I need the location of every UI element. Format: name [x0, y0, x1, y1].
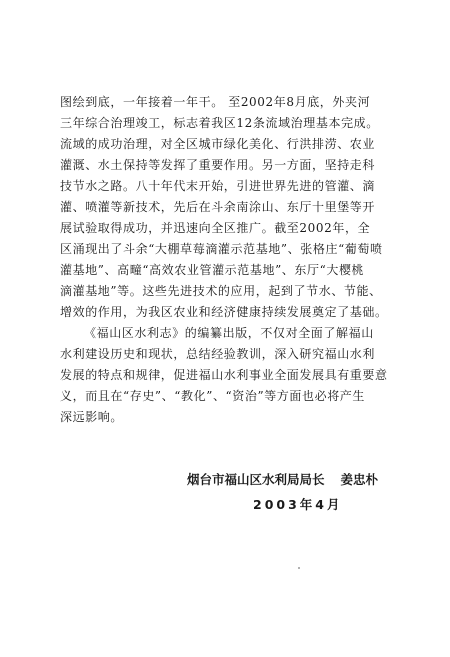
text-line: 展试验取得成功，并迅速向全区推广。截至2002年，全: [60, 221, 371, 235]
preface-body: [60, 92, 410, 428]
text-line: 三年综合治理竣工，标志着我区12条流域治理基本完成。: [60, 116, 379, 130]
text-line: 灌溉、水土保持等发挥了重要作用。另一方面，坚持走科: [60, 158, 376, 172]
text-line: 灌、喷灌等新技术，先后在斗余南涂山、东厅十里堡等开: [60, 200, 376, 214]
text-line: 技节水之路。八十年代末开始，引进世界先进的管灌、滴: [60, 179, 376, 193]
text-line: 深远影响。: [60, 410, 124, 424]
text-line: 义，而且在“存史”、“教化”、“资治”等方面也必将产生: [60, 389, 366, 403]
signature-date: 2003年4月: [253, 497, 343, 512]
signature-block: [187, 467, 417, 517]
signature-title: 烟台市福山区水利局局长: [187, 472, 325, 487]
text-line: 增效的作用，为我区农业和经济健康持续发展奠定了基础。: [60, 305, 388, 319]
text-line: 《福山区水利志》的编纂出版，不仅对全面了解福山: [84, 326, 374, 340]
text-line: 水利建设历史和现状，总结经验教训，深入研究福山水利: [60, 347, 376, 361]
signature-name: 姜忠朴: [340, 472, 379, 487]
scan-speck: [298, 567, 300, 569]
text-line: 流域的成功治理，对全区城市绿化美化、行洪排涝、农业: [60, 137, 376, 151]
text-line: 发展的特点和规律，促进福山水利事业全面发展具有重要意: [60, 368, 388, 382]
signature-line: [187, 467, 417, 492]
text-line: 灌基地”、高疃“高效农业管灌示范基地”、东厅“大樱桃: [60, 263, 365, 277]
text-line: 滴灌基地”等。这些先进技术的应用，起到了节水、节能、: [60, 284, 382, 298]
paragraph-1: [60, 92, 410, 323]
paragraph-2: [60, 323, 410, 428]
text-line: 图绘到底，一年接着一年干。 至2002年8月底，外夹河: [60, 95, 371, 109]
text-line: 区涌现出了斗余“大棚草莓滴灌示范基地”、张格庄“葡萄喷: [60, 242, 383, 256]
